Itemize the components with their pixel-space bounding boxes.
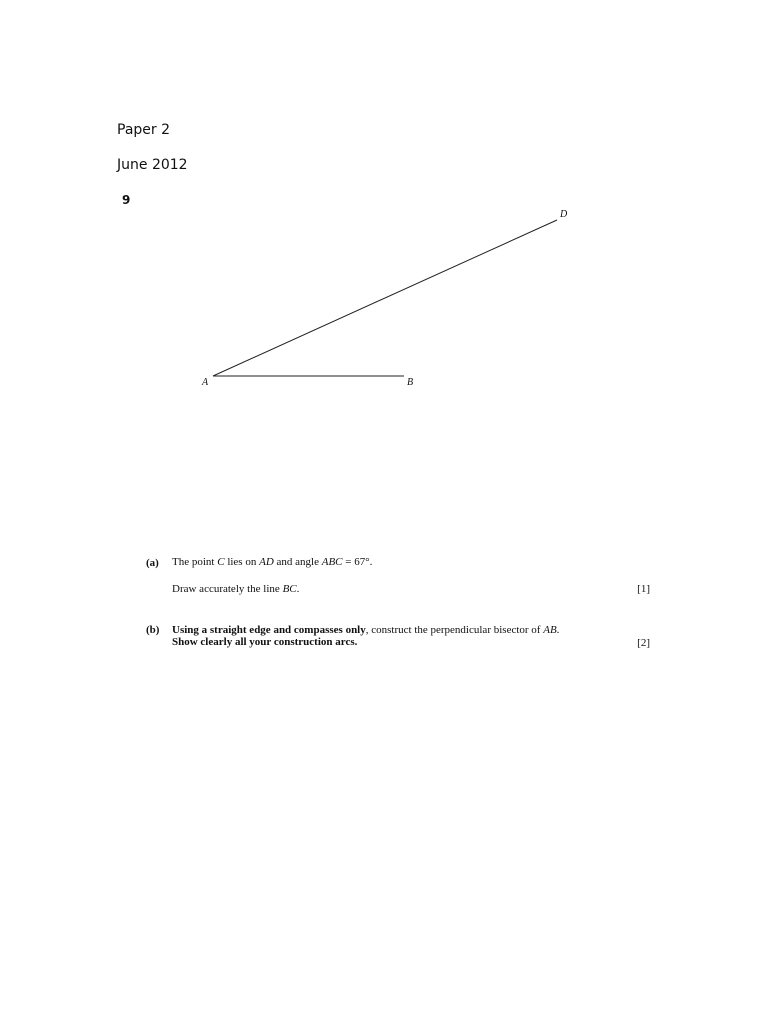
part-a-instruction-text: Draw accurately the line [172, 583, 283, 595]
part-b-bold-text: Using a straight edge and compasses only [172, 624, 366, 636]
question-number: 9 [122, 193, 131, 207]
part-b-end: . [556, 624, 560, 636]
angle-abc-label: ABC [321, 556, 343, 568]
part-a-instruction [172, 583, 299, 596]
part-a-text-4: = 67°. [342, 556, 373, 568]
part-a-letter: (a) [146, 557, 159, 569]
session-label: June 2012 [117, 157, 188, 173]
construction-figure [190, 198, 590, 398]
part-b-letter: (b) [146, 624, 160, 636]
part-a-text-2: lies on [224, 556, 260, 568]
line-ad-label: AD [259, 556, 274, 568]
part-a-statement [172, 556, 372, 569]
line-bc-label: BC [282, 583, 297, 595]
paper-label: Paper 2 [117, 122, 171, 138]
point-d-label: D [560, 209, 568, 220]
point-a-label: A [202, 377, 209, 388]
part-a-text-1: The point [172, 556, 218, 568]
part-a-marks: [1] [637, 583, 650, 595]
part-b-text: , construct the perpendicular bisector of [365, 624, 544, 636]
point-b-label: B [407, 377, 414, 388]
part-a-text-3: and angle [273, 556, 322, 568]
part-b-instruction: Show clearly all your construction arcs. [172, 636, 358, 648]
point-c-label: C [217, 556, 225, 568]
line-ad [213, 220, 557, 376]
part-b-marks: [2] [637, 637, 650, 649]
part-a-instruction-end: . [296, 583, 300, 595]
line-ab-label: AB [543, 624, 557, 636]
